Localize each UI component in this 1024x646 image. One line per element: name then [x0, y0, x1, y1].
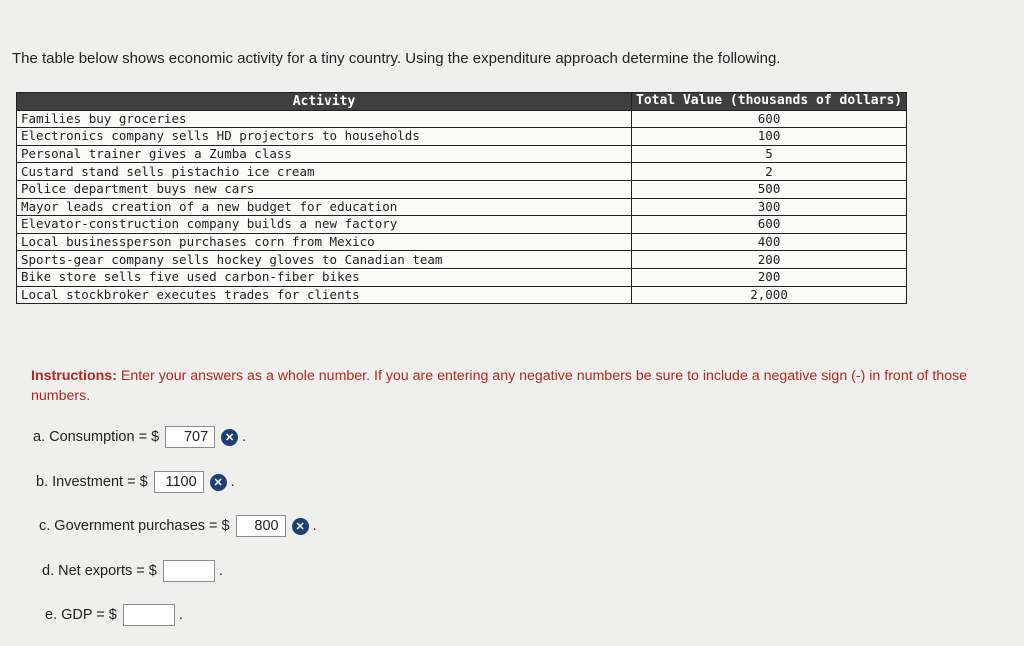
- x-circle-icon: ✕: [292, 518, 309, 535]
- gdp-answer-input[interactable]: [123, 604, 175, 626]
- table-row: [17, 110, 907, 128]
- x-circle-icon: ✕: [210, 474, 227, 491]
- period: .: [178, 607, 183, 623]
- activity-cell: Local businessperson purchases corn from Mexico: [17, 233, 632, 251]
- activity-table: [16, 92, 907, 304]
- government-answer-input[interactable]: 800: [236, 515, 286, 537]
- table-header-row: [17, 93, 907, 111]
- activity-cell: Families buy groceries: [17, 110, 632, 128]
- activity-cell: Police department buys new cars: [17, 180, 632, 198]
- activity-cell: Elevator-construction company builds a new factory: [17, 216, 632, 234]
- x-circle-icon: ✕: [221, 429, 238, 446]
- value-cell: 5: [632, 145, 907, 163]
- value-cell: 2,000: [632, 286, 907, 304]
- instructions-text: Enter your answers as a whole number. If you are entering any negative numbers be sure to include a negative sign (-) in front of those numbers.: [31, 368, 968, 404]
- activity-cell: Personal trainer gives a Zumba class: [17, 145, 632, 163]
- table-row: [17, 268, 907, 286]
- instructions: [31, 366, 1016, 406]
- activity-cell: Custard stand sells pistachio ice cream: [17, 163, 632, 181]
- table-row: [17, 145, 907, 163]
- value-cell: 500: [632, 180, 907, 198]
- question-investment: [36, 471, 235, 493]
- value-cell: 200: [632, 268, 907, 286]
- government-label: c. Government purchases = $: [39, 518, 230, 534]
- period: .: [312, 518, 317, 534]
- activity-cell: Mayor leads creation of a new budget for education: [17, 198, 632, 216]
- table-row: [17, 180, 907, 198]
- table-row: [17, 128, 907, 146]
- table-row: [17, 233, 907, 251]
- activity-cell: Sports-gear company sells hockey gloves to Canadian team: [17, 251, 632, 269]
- table-row: [17, 286, 907, 304]
- question-government: [39, 515, 317, 537]
- net-exports-answer-input[interactable]: [163, 560, 215, 582]
- gdp-label: e. GDP = $: [45, 607, 117, 623]
- table-row: [17, 198, 907, 216]
- value-cell: 100: [632, 128, 907, 146]
- value-cell: 300: [632, 198, 907, 216]
- question-gdp: [45, 604, 183, 626]
- period: .: [230, 474, 235, 490]
- question-consumption: [33, 426, 246, 448]
- activity-cell: Bike store sells five used carbon-fiber bikes: [17, 268, 632, 286]
- consumption-answer-input[interactable]: 707: [165, 426, 215, 448]
- net-exports-label: d. Net exports = $: [42, 563, 157, 579]
- consumption-label: a. Consumption = $: [33, 429, 160, 445]
- header-total-value: Total Value (thousands of dollars): [632, 93, 907, 111]
- value-cell: 600: [632, 216, 907, 234]
- header-activity: Activity: [17, 93, 632, 111]
- activity-cell: Electronics company sells HD projectors to households: [17, 128, 632, 146]
- value-cell: 2: [632, 163, 907, 181]
- value-cell: 200: [632, 251, 907, 269]
- table-row: [17, 163, 907, 181]
- instructions-label: Instructions:: [31, 368, 117, 384]
- table-row: [17, 251, 907, 269]
- period: .: [218, 563, 223, 579]
- table-row: [17, 216, 907, 234]
- period: .: [242, 429, 247, 445]
- value-cell: 600: [632, 110, 907, 128]
- value-cell: 400: [632, 233, 907, 251]
- investment-label: b. Investment = $: [36, 474, 148, 490]
- activity-cell: Local stockbroker executes trades for clients: [17, 286, 632, 304]
- investment-answer-input[interactable]: 1100: [154, 471, 204, 493]
- question-intro: The table below shows economic activity for a tiny country. Using the expenditure approach determine the following.: [12, 50, 781, 67]
- question-net-exports: [42, 560, 223, 582]
